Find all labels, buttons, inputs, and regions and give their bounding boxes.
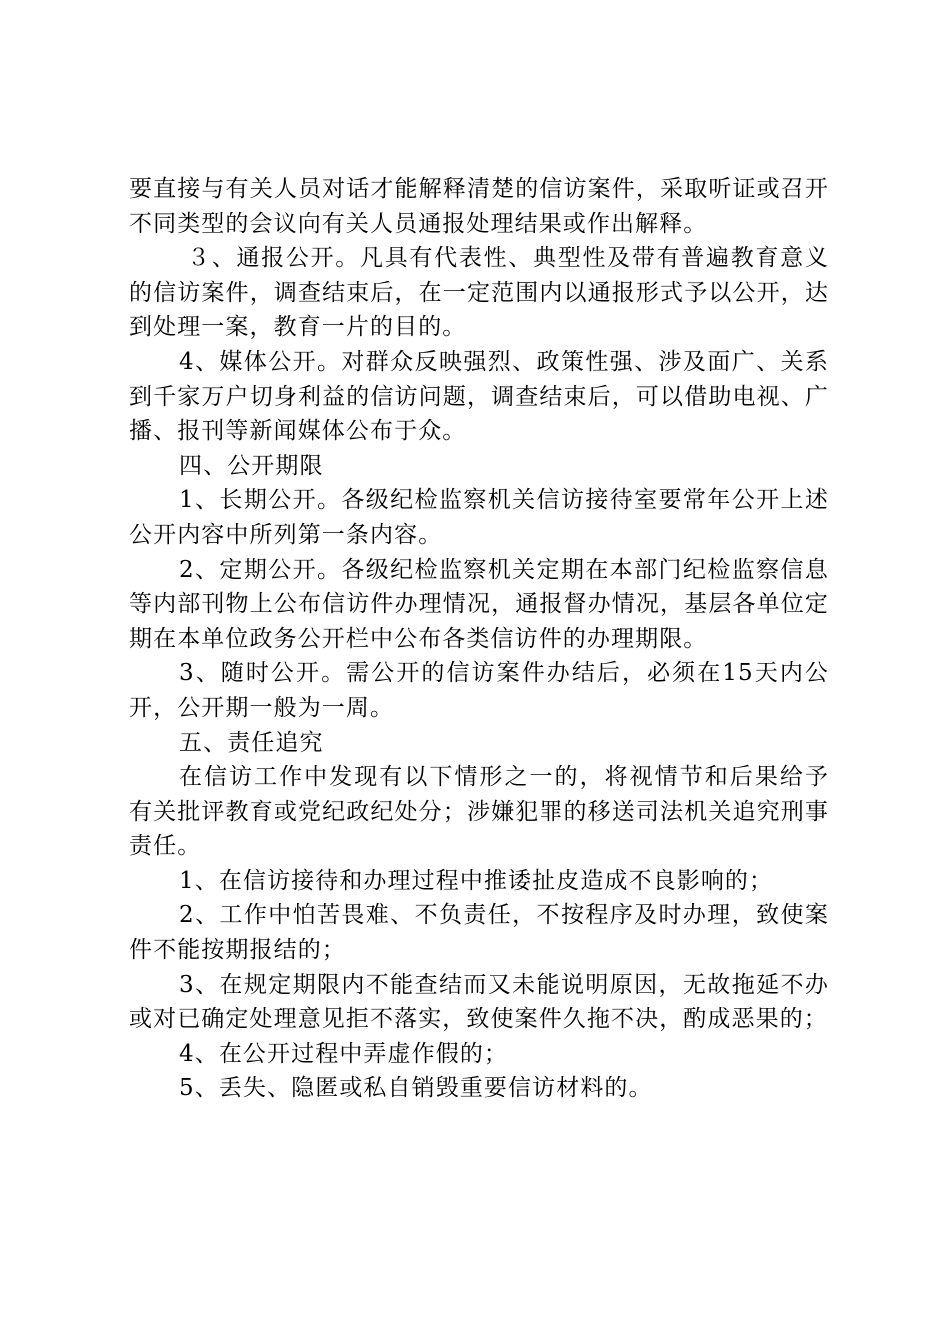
paragraph-media-disclosure: 4、媒体公开。对群众反映强烈、政策性强、涉及面广、关系到千家万户切身利益的信访问题，调查结束后，可以借助电视、广播、报刊等新闻媒体公布于众。 xyxy=(129,348,829,445)
paragraph-periodic-disclosure: 2、定期公开。各级纪检监察机关定期在本部门纪检监察信息等内部刊物上公布信访件办理情况，通报督办情况，基层各单位定期在本单位政务公开栏中公布各类信访件的办理期限。 xyxy=(129,556,829,652)
paragraph-long-term-disclosure: 1、长期公开。各级纪检监察机关信访接待室要常年公开上述公开内容中所列第一条内容。 xyxy=(129,487,829,548)
paragraph-accountability-intro: 在信访工作中发现有以下情形之一的，将视情节和后果给予有关批评教育或党纪政纪处分；涉嫌犯罪的移送司法机关追究刑事责任。 xyxy=(129,764,829,860)
paragraph-continuation: 要直接与有关人员对话才能解释清楚的信访案件，采取听证或召开不同类型的会议向有关人员通报处理结果或作出解释。 xyxy=(129,176,829,237)
list-item-accountability-3: 3、在规定期限内不能查结而又未能说明原因，无故拖延不办或对已确定处理意见拒不落实，致使案件久拖不决，酌成恶果的； xyxy=(129,971,829,1033)
paragraph-timely-disclosure: 3、随时公开。需公开的信访案件办结后，必须在15天内公开，公开期一般为一周。 xyxy=(129,660,829,721)
section-heading-accountability: 五、责任追究 xyxy=(179,729,324,756)
document-body xyxy=(129,172,829,1106)
section-heading-disclosure-period: 四、公开期限 xyxy=(179,452,324,479)
list-item-accountability-1: 1、在信访接待和办理过程中推诿扯皮造成不良影响的； xyxy=(179,867,774,894)
list-item-accountability-2: 2、工作中怕苦畏难、不负责任，不按程序及时办理，致使案件不能按期报结的； xyxy=(129,902,829,964)
list-item-accountability-4: 4、在公开过程中弄虚作假的； xyxy=(179,1040,509,1067)
paragraph-notice-disclosure: ３、通报公开。凡具有代表性、典型性及带有普遍教育意义的信访案件，调查结束后，在一定范围内以通报形式予以公开，达到处理一案，教育一片的目的。 xyxy=(129,245,829,341)
list-item-accountability-5: 5、丢失、隐匿或私自销毁重要信访材料的。 xyxy=(179,1075,653,1102)
